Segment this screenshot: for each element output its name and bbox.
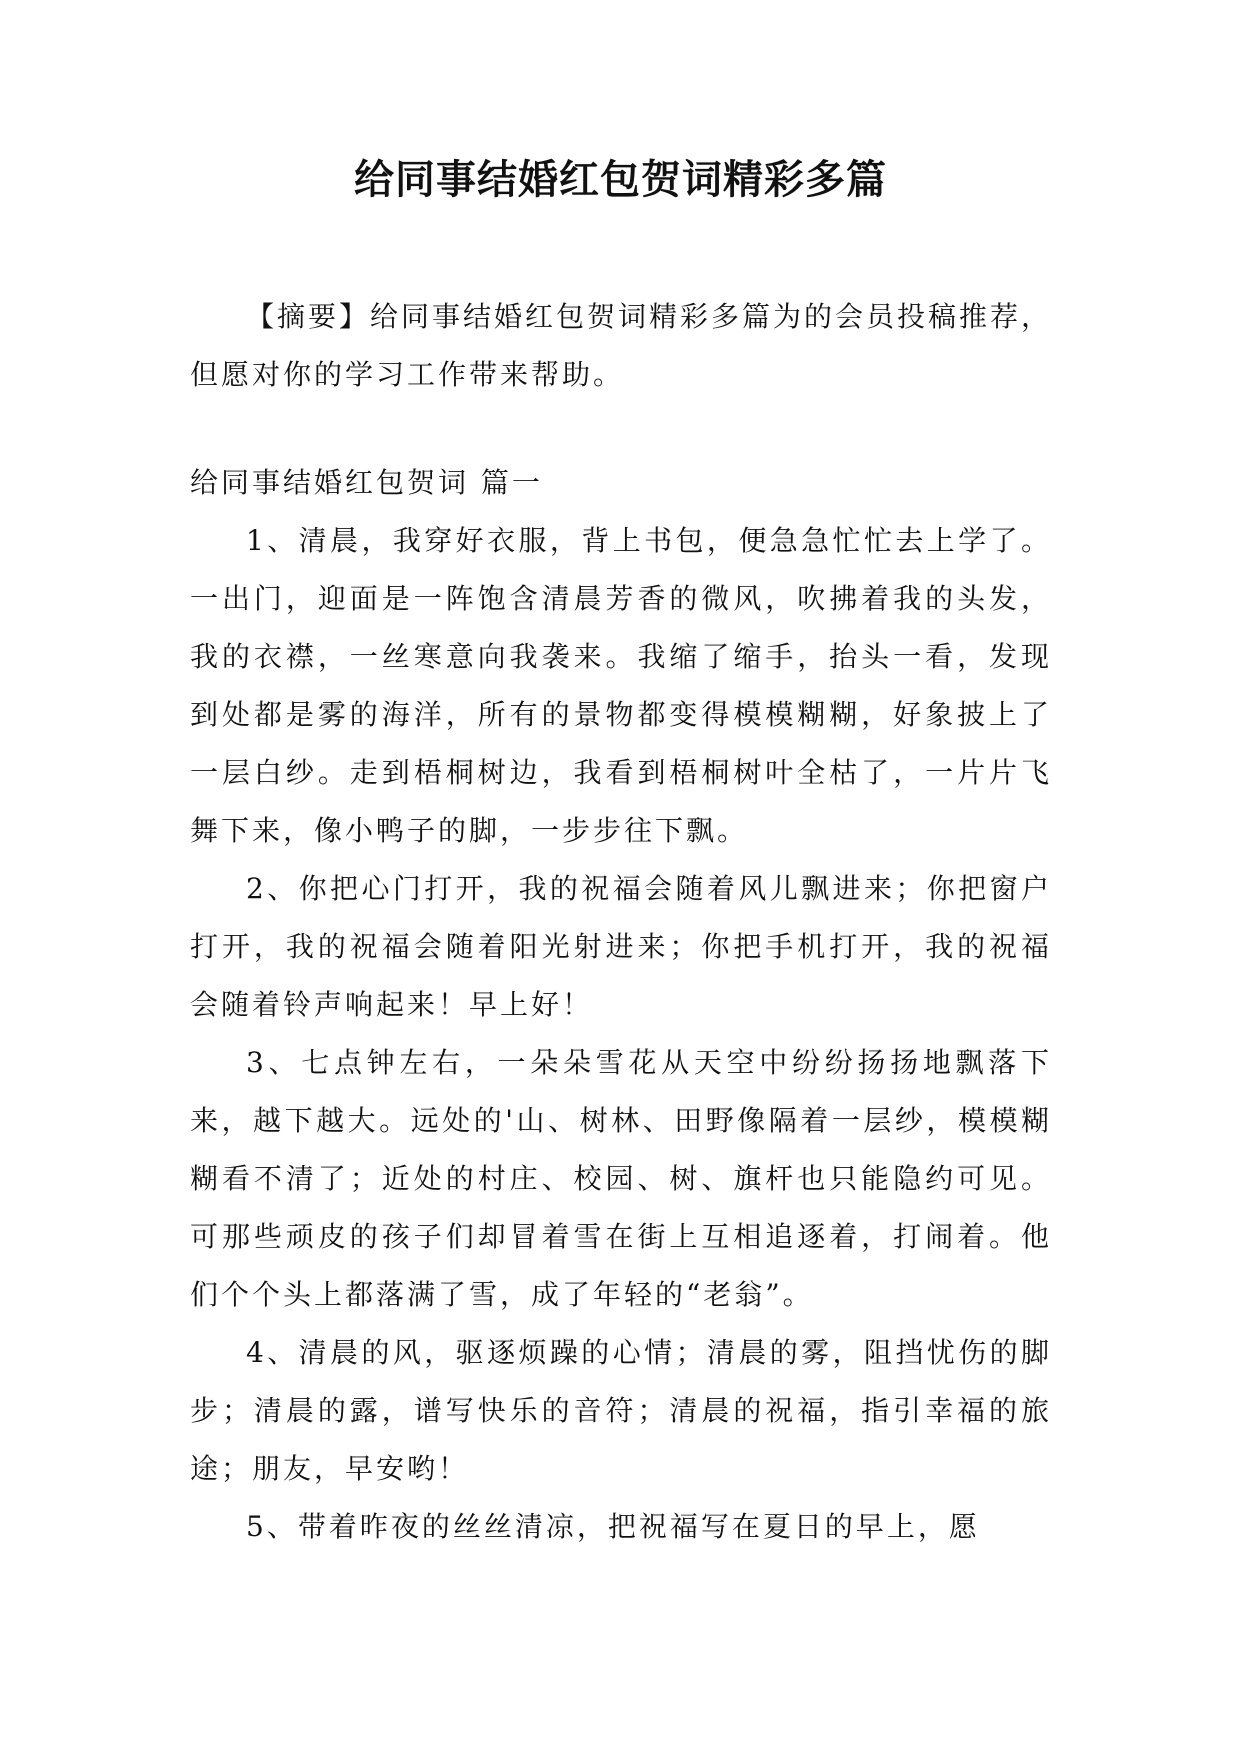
paragraph-2: 2、你把心门打开，我的祝福会随着风儿飘进来；你把窗户打开，我的祝福会随着阳光射进来；你把手机打开，我的祝福会随着铃声响起来！早上好！	[190, 872, 1052, 1021]
section-heading: 给同事结婚红包贺词 篇一	[190, 466, 543, 499]
document-body	[190, 288, 1052, 1556]
paragraph-1: 1、清晨，我穿好衣服，背上书包，便急急忙忙去上学了。一出门，迎面是一阵饱含清晨芳香的微风，吹拂着我的头发，我的衣襟，一丝寒意向我袭来。我缩了缩手，抬头一看，发现到处都是雾的海洋，所有的景物都变得模模糊糊，好象披上了一层白纱。走到梧桐树边，我看到梧桐树叶全枯了，一片片飞舞下来，像小鸭子的脚，一步步往下飘。	[190, 524, 1052, 847]
paragraph-4: 4、清晨的风，驱逐烦躁的心情；清晨的雾，阻挡忧伤的脚步；清晨的露，谱写快乐的音符；清晨的祝福，指引幸福的旅途；朋友，早安哟！	[190, 1336, 1052, 1485]
paragraph-5: 5、带着昨夜的丝丝清凉，把祝福写在夏日的早上，愿	[246, 1510, 980, 1543]
abstract-paragraph: 【摘要】给同事结婚红包贺词精彩多篇为的会员投稿推荐，但愿对你的学习工作带来帮助。	[190, 300, 1053, 391]
document-title: 给同事结婚红包贺词精彩多篇	[354, 157, 887, 203]
paragraph-3: 3、七点钟左右，一朵朵雪花从天空中纷纷扬扬地飘落下来，越下越大。远处的'山、树林、田野像隔着一层纱，模模糊糊看不清了；近处的村庄、校园、树、旗杆也只能隐约可见。可那些顽皮的孩子们却冒着雪在街上互相追逐着，打闹着。他们个个头上都落满了雪，成了年轻的“老翁”。	[190, 1046, 1052, 1311]
